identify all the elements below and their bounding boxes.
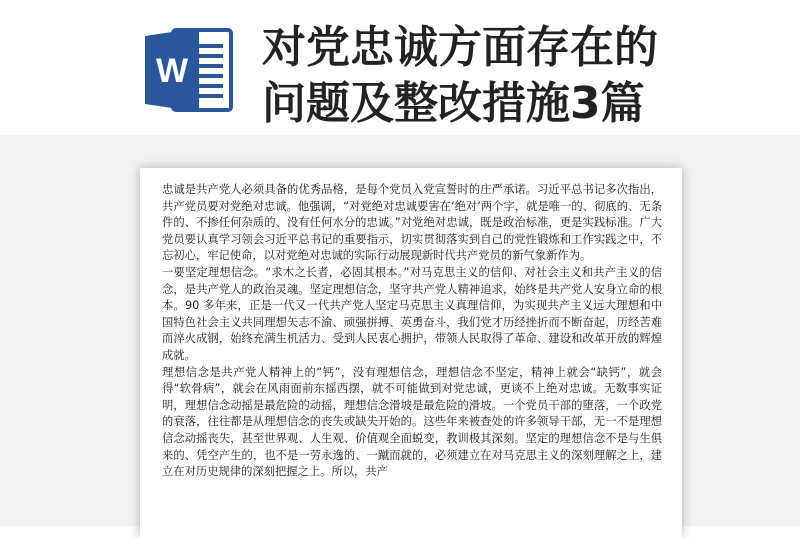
document-paragraph: 一要坚定理想信念。“求木之长者，必固其根本。”对马克思主义的信仰、对社会主义和共产主义的信念，是共产党人的政治灵魂。坚定理想信念，坚守共产党人精神追求，始终是共产党人安身立命的根本。90 多年来，正是一代又一代共产党人坚定马克思主义真理信仰，为实现共产主义远大理想和中国特色社会主义共同理想矢志不渝、顽强拼搏、英勇奋斗，我们党才历经挫折而不断奋起，历经苦难而淬火成钢，始终充满生机活力、受到人民衷心拥护，带领人民取得了革命、建设和改革开放的辉煌成就。	[162, 265, 662, 362]
document-page	[140, 168, 682, 538]
word-icon	[143, 24, 235, 116]
title-line-1: 对党忠诚方面存在的	[262, 22, 658, 73]
document-body	[162, 182, 662, 481]
title-line-2: 问题及整改措施3篇	[262, 78, 645, 129]
document-paragraph: 忠诚是共产党人必须具备的优秀品格，是每个党员入党宣誓时的庄严承诺。习近平总书记多次指出，共产党员要对党绝对忠诚。他强调，“对党绝对忠诚要害在‘绝对’两个字，就是唯一的、彻底的、无条件的、不掺任何杂质的、没有任何水分的忠诚。”对党绝对忠诚，既是政治标准，更是实践标准。广大党员要认真学习领会习近平总书记的重要指示，切实贯彻落实到自己的党性锻炼和工作实践之中，不忘初心，牢记使命，以对党绝对忠诚的实际行动展现新时代共产党员的新气象新作为。	[162, 183, 662, 263]
document-paragraph: 理想信念是共产党人精神上的“钙”，没有理想信念，理想信念不坚定，精神上就会“缺钙”，就会得“软骨病”，就会在风雨面前东摇西摆，就不可能做到对党忠诚，更谈不上绝对忠诚。无数事实证明，理想信念动摇是最危险的动摇，理想信念滑坡是最危险的滑坡。一个党员干部的堕落，一个政党的衰落，往往都是从理想信念的丧失或缺失开始的。这些年来被查处的许多领导干部，无一不是理想信念动摇丧失，甚至世界观、人生观、价值观全面蜕变，教训极其深刻。坚定的理想信念不是与生俱来的、凭空产生的，也不是一劳永逸的、一蹴而就的，必须建立在对马克思主义的深刻理解之上，建立在对历史规律的深刻把握之上。所以，共产	[162, 365, 662, 479]
word-icon-letter: W	[155, 52, 189, 90]
page-title	[262, 20, 782, 132]
